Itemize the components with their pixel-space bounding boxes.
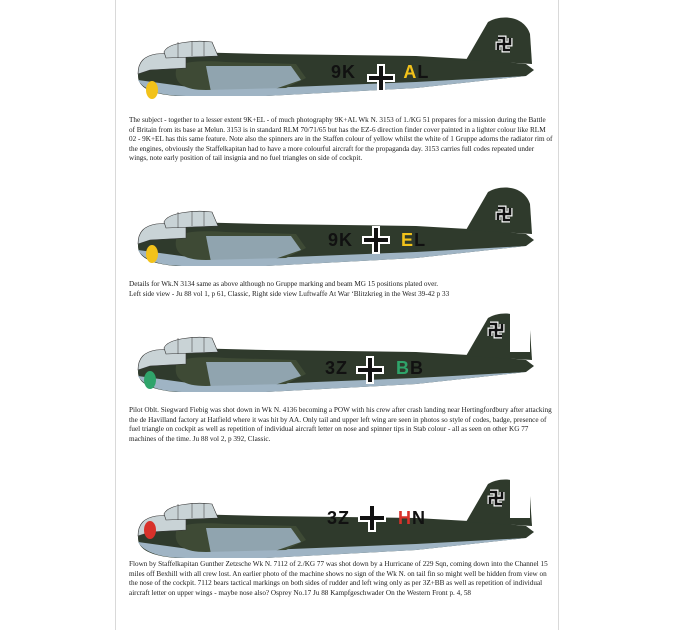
document-page [115,0,559,630]
code-last: N [412,508,427,528]
code-left: 3Z [327,508,351,528]
caption-text: The subject - together to a lesser extent 9K+EL - of much photography 9K+AL Wk N. 3153 of 1./KG 51 prepares for a mission during the Battle of Britain from its base at Melun. 3153 is in standard RLM 70/71/65 but has the EZ-6 direction finder cover painted in a lighter colour like RLM 02 - 9K+EL has this same feature. Note also the spinners are in the Staffen colour of yellow whilst the white of 1 Gruppe adorns the radiator rim of the engines, obviously the Staffelkapitan had to have a more colourful aircraft for the propaganda day. 3153 carries full codes repeated under wings, note early position of tail insignia and no fuel triangles on side of cockpit. [129,116,553,163]
caption-text: Pilot Oblt. Siegward Fiebig was shot down in Wk N. 4136 becoming a POW with his crew after crash landing near Hertingfordbury after attacking the de Havilland factory at Hatfield where it was hit by AA. Only tail and upper left wing are seen in photos so style of codes, badge, presence of fuel triangle on cockpit as well as repetition of individual aircraft letter on nose and spinner tips in Stab colour - all as seen on other KG 77 machines of the time. Ju 88 vol 2, p 392, Classic. [129,406,552,443]
caption-1 [129,116,553,164]
caption-4 [129,560,553,598]
aircraft-codes-1 [331,62,429,83]
code-left: 9K [328,230,354,250]
aircraft-codes-4 [327,508,426,529]
code-letter: B [396,358,411,378]
aircraft-profile-2 [116,178,558,278]
aircraft-codes-3 [325,358,424,379]
code-left: 9K [331,62,357,82]
code-last: B [410,358,425,378]
aircraft-codes-2 [328,230,426,251]
caption-line: Left side view - Ju 88 vol 1, p 61, Classic, Right side view Luftwaffe At War ‘Blitzkrieg in the West 39-42 p 33 [129,289,450,298]
code-letter: H [398,508,413,528]
caption-line: Details for Wk.N 3134 same as above although no Gruppe marking and beam MG 15 positions plated over. [129,280,439,288]
code-last: L [417,62,430,82]
code-left: 3Z [325,358,349,378]
caption-3 [129,406,553,444]
code-last: L [414,230,427,250]
ju88-profile-drawing [116,8,558,108]
caption-2 [129,280,553,299]
caption-text: Flown by Staffelkapitan Gunther Zetzsche Wk N. 7112 of 2./KG 77 was shot down by a Hurricane of 229 Sqn, coming down into the Channel 15 miles off Bexhill with all crew lost. An earlier photo of the machine shows no sign of the Wk N. on tail fin so might well be hidden from view on the nose of the cockpit. 7112 bears tactical markings on both sides of rudder and left wing only as per 3Z+BB as well as repetition of individual aircraft letter on upper wings - maybe nose also? Osprey No.17 Ju 88 Kampfgeschwader On the Western Front p. 4, 58 [129,560,548,597]
ju88-profile-drawing [116,304,558,404]
code-letter: A [403,62,418,82]
code-letter: E [401,230,415,250]
ju88-profile-drawing [116,178,558,278]
aircraft-profile-3 [116,304,558,404]
aircraft-profile-1 [116,8,558,108]
